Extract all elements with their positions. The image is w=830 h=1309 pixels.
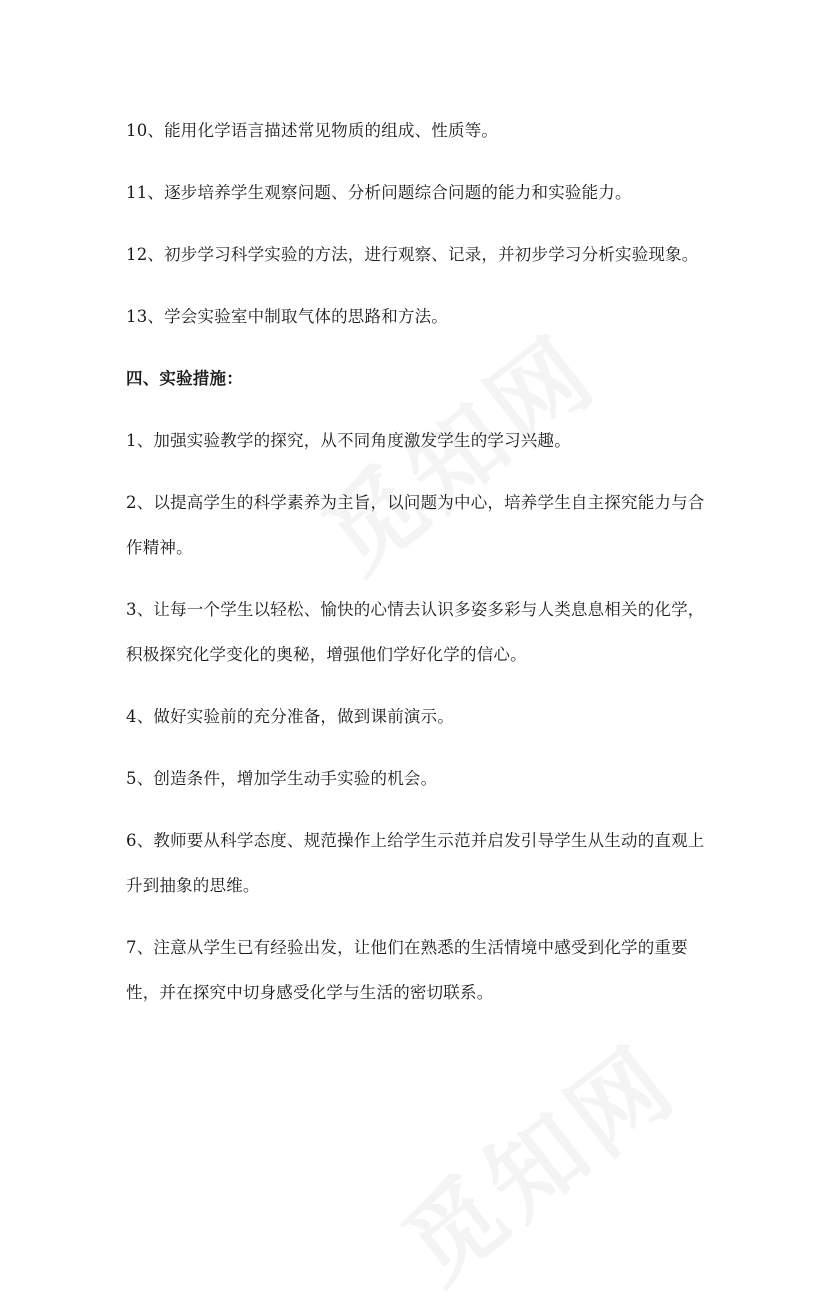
list-item: 6、教师要从科学态度、规范操作上给学生示范并启发引导学生从生动的直观上升到抽象的思维。 <box>126 831 705 895</box>
document-body <box>126 108 716 1032</box>
list-item: 12、初步学习科学实验的方法，进行观察、记录，并初步学习分析实验现象。 <box>126 245 699 264</box>
list-item: 2、以提高学生的科学素养为主旨，以问题为中心，培养学生自主探究能力与合作精神。 <box>126 493 705 557</box>
list-item: 13、学会实验室中制取气体的思路和方法。 <box>126 307 448 326</box>
list-item: 11、逐步培养学生观察问题、分析问题综合问题的能力和实验能力。 <box>126 183 632 202</box>
section-heading: 四、实验措施： <box>126 369 243 388</box>
list-item: 7、注意从学生已有经验出发，让他们在熟悉的生活情境中感受到化学的重要性，并在探究中切身感受化学与生活的密切联系。 <box>126 938 688 1002</box>
list-item: 4、做好实验前的充分准备，做到课前演示。 <box>126 707 454 726</box>
list-item: 5、创造条件，增加学生动手实验的机会。 <box>126 769 438 788</box>
watermark <box>371 1008 701 1308</box>
list-item: 1、加强实验教学的探究，从不同角度激发学生的学习兴趣。 <box>126 431 571 450</box>
list-item: 10、能用化学语言描述常见物质的组成、性质等。 <box>126 121 499 140</box>
list-item: 3、让每一个学生以轻松、愉快的心情去认识多姿多彩与人类息息相关的化学，积极探究化学变化的奥秘，增强他们学好化学的信心。 <box>126 600 705 664</box>
